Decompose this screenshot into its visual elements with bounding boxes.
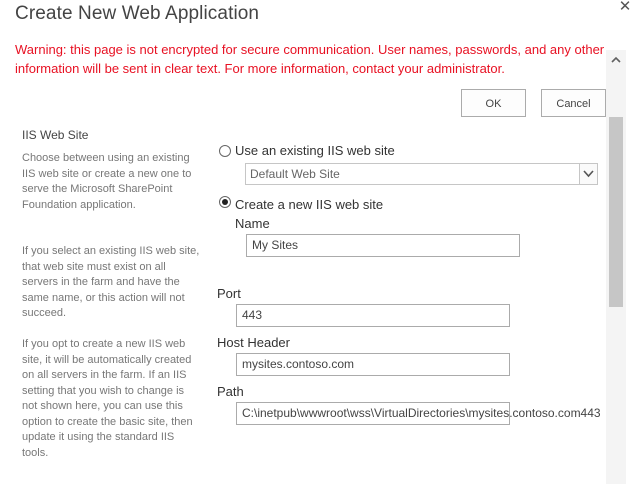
section-title: IIS Web Site: [22, 128, 89, 142]
existing-site-label[interactable]: Use an existing IIS web site: [235, 143, 395, 158]
existing-site-radio[interactable]: [219, 145, 231, 157]
new-site-label[interactable]: Create a new IIS web site: [235, 197, 384, 212]
path-input[interactable]: C:\inetpub\wwwroot\wss\VirtualDirectories\mysites.contoso.com443: [236, 402, 510, 425]
path-label: Path: [217, 384, 244, 399]
security-warning: Warning: this page is not encrypted for secure communication. User names, passwords, and any other information will be sent in clear text. For more information, contact your administrator.: [15, 42, 605, 76]
port-input[interactable]: 443: [236, 304, 510, 327]
close-icon[interactable]: ✕: [618, 0, 632, 15]
vertical-scrollbar[interactable]: [606, 50, 626, 484]
existing-site-select[interactable]: [245, 163, 598, 185]
section-description: If you opt to create a new IIS web site, it will be automatically created on all servers in the farm. If an IIS setting that you wish to change is not shown here, you can use this option to create the basic site, then update it using the standard IIS tools.: [22, 338, 193, 459]
host-header-input[interactable]: mysites.contoso.com: [236, 353, 510, 376]
new-site-radio[interactable]: [219, 196, 231, 208]
section-description: If you select an existing IIS web site, that web site must exist on all servers in the farm and have the same name, or this action will not succeed.: [22, 245, 200, 319]
existing-site-select-value: Default Web Site: [250, 167, 340, 181]
name-input[interactable]: My Sites: [246, 234, 520, 257]
chevron-up-icon[interactable]: [610, 54, 622, 66]
dialog-title: Create New Web Application: [15, 3, 260, 24]
scroll-thumb[interactable]: [609, 117, 623, 307]
ok-button[interactable]: OK: [461, 89, 526, 117]
chevron-down-icon[interactable]: [579, 164, 597, 184]
section-description: Choose between using an existing IIS web site or create a new one to serve the Microsoft SharePoint Foundation application.: [22, 152, 192, 211]
port-label: Port: [217, 286, 241, 301]
cancel-button[interactable]: Cancel: [541, 89, 606, 117]
name-label: Name: [235, 216, 270, 231]
host-header-label: Host Header: [217, 335, 290, 350]
radio-selected-dot: [222, 199, 228, 205]
